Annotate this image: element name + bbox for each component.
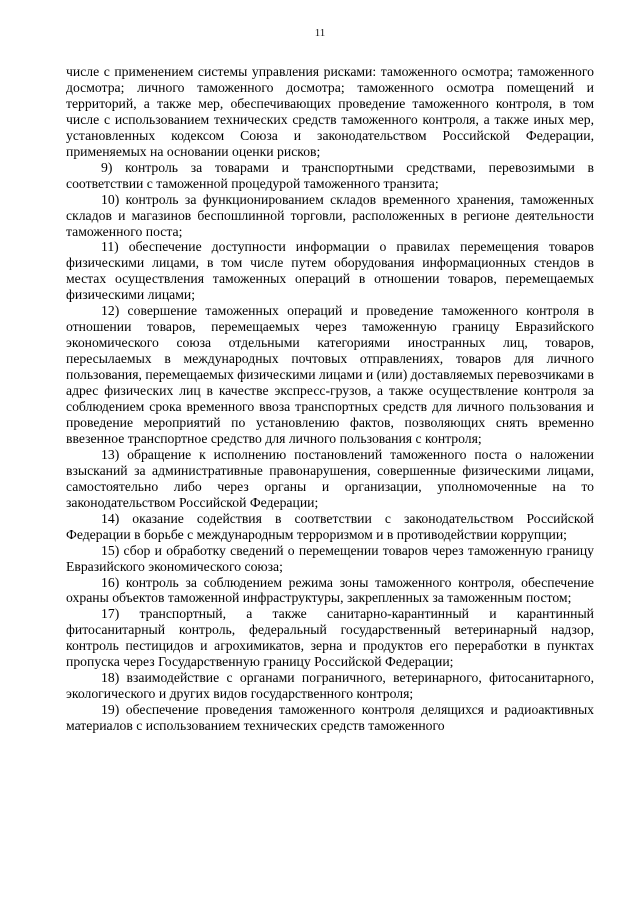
document-body bbox=[66, 64, 594, 734]
paragraph: 19) обеспечение проведения таможенного контроля делящихся и радиоактивных материалов с использованием технических средств таможенного bbox=[66, 702, 594, 734]
paragraph: 16) контроль за соблюдением режима зоны таможенного контроля, обеспечение охраны объектов таможенной инфраструктуры, закрепленных за таможенным постом; bbox=[66, 574, 594, 606]
paragraph: 12) совершение таможенных операций и проведение таможенного контроля в отношении товаров, перемещаемых через таможенную границу Евразийского экономического союза отдельными категориями иностранных лиц, товаров, пересылаемых в международных почтовых отправлениях, товаров для личного пользования, перемещаемых физическими лицами и (или) доставляемых перевозчиками в адрес физических лиц в качестве экспресс-грузов, а также осуществление контроля за соблюдением срока временного ввоза транспортных средств для личного пользования и проведение мероприятий по установлению фактов, позволяющих снять временно ввезенное транспортное средство для личного пользования с контроля; bbox=[66, 303, 594, 446]
paragraph: 17) транспортный, а также санитарно-карантинный и карантинный фитосанитарный контроль, федеральный государственный ветеринарный надзор, контроль пестицидов и агрохимикатов, зерна и продуктов его переработки в пунктах пропуска через Государственную границу Российской Федерации; bbox=[66, 606, 594, 670]
paragraph: 11) обеспечение доступности информации о правилах перемещения товаров физическими лицами, в том числе путем оборудования информационных стендов в местах осуществления таможенных операций в отношении товаров, перемещаемых физическими лицами; bbox=[66, 239, 594, 303]
paragraph: 9) контроль за товарами и транспортными средствами, перевозимыми в соответствии с таможенной процедурой таможенного транзита; bbox=[66, 159, 594, 191]
page-number: 11 bbox=[314, 27, 326, 39]
paragraph: числе с применением системы управления рисками: таможенного осмотра; таможенного досмотра; личного таможенного досмотра; таможенного осмотра помещений и территорий, а также мер, обеспечивающих проведение таможенного контроля, в том числе с использованием технических средств таможенного контроля, а также иных мер, установленных кодексом Союза и законодательством Российской Федерации, применяемых на основании оценки рисков; bbox=[66, 64, 594, 159]
paragraph: 15) сбор и обработку сведений о перемещении товаров через таможенную границу Евразийского экономического союза; bbox=[66, 542, 594, 574]
paragraph: 14) оказание содействия в соответствии с законодательством Российской Федерации в борьбе с международным терроризмом и в противодействии коррупции; bbox=[66, 510, 594, 542]
paragraph: 18) взаимодействие с органами пограничного, ветеринарного, фитосанитарного, экологического и других видов государственного контроля; bbox=[66, 670, 594, 702]
paragraph: 10) контроль за функционированием складов временного хранения, таможенных складов и магазинов беспошлинной торговли, расположенных в регионе деятельности таможенного поста; bbox=[66, 191, 594, 239]
paragraph: 13) обращение к исполнению постановлений таможенного поста о наложении взысканий за административные правонарушения, совершенные физическими лицами, самостоятельно либо через органы и организации, уполномоченные на то законодательством Российской Федерации; bbox=[66, 446, 594, 510]
